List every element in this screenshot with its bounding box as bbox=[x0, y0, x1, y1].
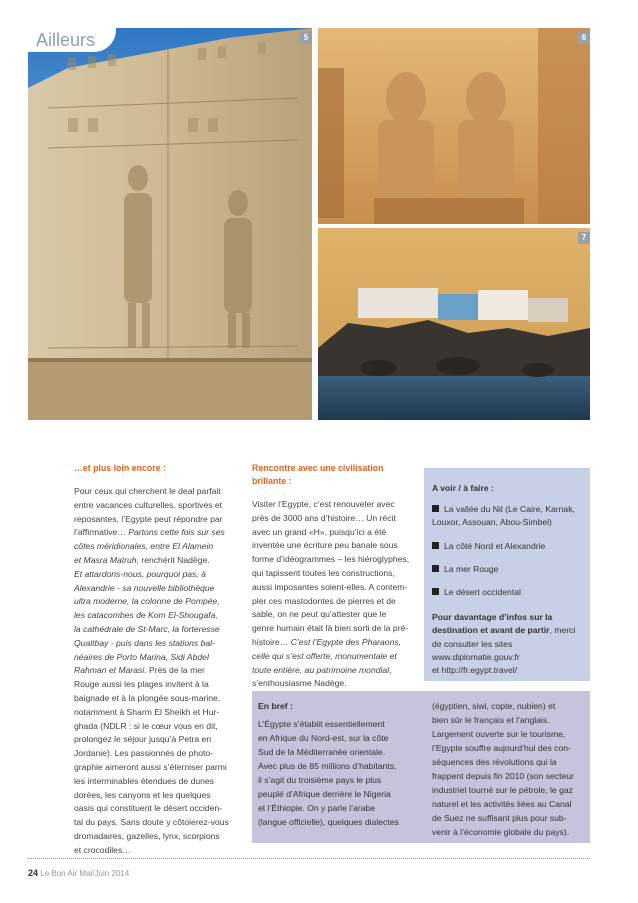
text-line: notamment à Sharm El Sheikh et Hur- bbox=[74, 706, 220, 717]
text-span: renchérit Nadège. bbox=[141, 554, 210, 565]
text-line bbox=[252, 636, 418, 650]
text-line: ultra moderne, la colonne de Pompée, bbox=[74, 596, 220, 607]
middle-column bbox=[252, 462, 418, 691]
text-line: Sud de la Méditerranée orientale. bbox=[258, 747, 386, 757]
text-line: de Suez ne suffisant plus pour sub- bbox=[432, 813, 567, 823]
text-line: et l’Éthiopie. On y parle l’arabe bbox=[258, 803, 376, 813]
list-item-label: La mer Rouge bbox=[444, 563, 499, 574]
italic-span: et Masra Matruh, bbox=[74, 554, 142, 565]
text-line: Rouge aussi les plages invitent à la bbox=[74, 679, 209, 690]
photo-abu-simbel bbox=[318, 28, 590, 224]
text-line: Jordanie). Les passionnés de photo- bbox=[74, 748, 214, 759]
info-box-en-bref bbox=[252, 691, 590, 843]
photo-number-badge: 6 bbox=[578, 32, 590, 44]
text-line: il s’agit du troisième pays le plus bbox=[258, 775, 382, 785]
text-line: côtes méridionales, entre El Alamein bbox=[74, 541, 214, 552]
text-line: baignade et à la plongée sous-marine, bbox=[74, 692, 221, 703]
text-span: Près de la mer bbox=[149, 665, 205, 676]
info-box-title: A voir / à faire : bbox=[432, 483, 494, 493]
text-line: oasis qui constituent le désert occiden- bbox=[74, 803, 223, 814]
text-line: frappent depuis fin 2010 (son secteur bbox=[432, 771, 574, 781]
text-line: Avec plus de 85 millions d’habitants, bbox=[258, 761, 397, 771]
photo-temple-relief bbox=[28, 28, 312, 420]
italic-span: C’est l’Egypte des Pharaons, bbox=[290, 636, 402, 647]
text-line: reposantes, l’Egypte peut répondre par bbox=[74, 513, 223, 524]
en-bref-col-1 bbox=[258, 699, 408, 829]
text-line: et crocodiles… bbox=[74, 844, 131, 855]
text-line: venir à l’économie globale du pays). bbox=[432, 827, 570, 837]
list-item-label: La vallée du Nil (Le Caire, Karnak, Louxor, Assouan, Abou-Simbel) bbox=[432, 504, 575, 528]
text-line: Quaitbay - puis dans les stations bal- bbox=[74, 637, 215, 648]
middle-heading: brillante : bbox=[252, 476, 292, 486]
text-line: près de 3000 ans d’histoire… Un récit bbox=[252, 512, 396, 523]
en-bref-col-2 bbox=[432, 699, 584, 839]
text-line: L’Égypte s’établit essentiellement bbox=[258, 719, 385, 729]
en-bref-title: En bref : bbox=[258, 701, 293, 711]
text-line: entre vacances culturelles, sportives et bbox=[74, 499, 223, 510]
text-line: avec un grand «H», puisqu’ici a été bbox=[252, 526, 387, 537]
list-item bbox=[432, 563, 584, 576]
square-bullet-icon bbox=[432, 565, 439, 572]
italic-span: Rahman et Marasi. bbox=[74, 665, 149, 676]
footer-divider bbox=[28, 858, 590, 859]
text-line: graphie aimeront aussi s’éterniser parmi bbox=[74, 761, 227, 772]
text-line: peuplé d’Afrique derrière le Nigeria bbox=[258, 789, 391, 799]
text-line: Alexandrie - sa nouvelle bibliothèque bbox=[74, 582, 215, 593]
italic-span: Partons cette fois sur ses bbox=[128, 527, 225, 538]
more-info-rest: , merci de consulter les sites bbox=[432, 625, 576, 649]
text-line: (langue officielle), quelques dialectes bbox=[258, 817, 399, 827]
text-line: bien sûr le français et l’anglais. bbox=[432, 715, 550, 725]
text-line: dromadaires, gazelles, lynx, scorpions bbox=[74, 830, 220, 841]
square-bullet-icon bbox=[432, 588, 439, 595]
section-tab bbox=[28, 28, 116, 52]
text-span: l’affirmative… bbox=[74, 527, 129, 538]
page-footer bbox=[28, 868, 129, 878]
text-line: celle qui s’est offerte, monumentale et bbox=[252, 650, 397, 661]
text-line: prolongez le séjour jusqu’à Petra en bbox=[74, 734, 212, 745]
middle-heading: Rencontre avec une civilisation bbox=[252, 463, 384, 473]
list-item bbox=[432, 503, 584, 529]
list-item-label: La côté Nord et Alexandrie bbox=[444, 540, 546, 551]
text-line bbox=[74, 554, 244, 568]
text-line: ghada (NDLR : si le cœur vous en dit, bbox=[74, 720, 218, 731]
list-item bbox=[432, 586, 584, 599]
photo-number-badge: 5 bbox=[300, 32, 312, 44]
text-line: sable, on ne peut qu’attester que le bbox=[252, 609, 387, 620]
text-line: forme d’idéogrammes – les hiéroglyphes, bbox=[252, 554, 410, 565]
square-bullet-icon bbox=[432, 542, 439, 549]
text-line: qui tapissent toutes les constructions, bbox=[252, 567, 395, 578]
text-span: , bbox=[389, 664, 392, 675]
text-line: en Afrique du Nord-est, sur la côte bbox=[258, 733, 389, 743]
text-line: Visiter l’Egypte, c’est renouveler avec bbox=[252, 499, 395, 509]
site-link[interactable]: www.diplomatie.gouv.fr bbox=[432, 651, 520, 662]
text-line: pler ces mastodontes de pierres et de bbox=[252, 595, 396, 606]
section-title: Ailleurs bbox=[36, 30, 96, 50]
text-line: l’Egypte souffre aujourd’hui des con- bbox=[432, 743, 571, 753]
text-line bbox=[74, 526, 244, 540]
text-line: dorées, les canyons et les quelques bbox=[74, 789, 211, 800]
text-line: s’enthousiasme Nadège. bbox=[252, 678, 347, 689]
info-box-a-voir bbox=[424, 468, 590, 681]
text-line: Et attardons-nous, pourquoi pas, à bbox=[74, 568, 206, 579]
text-line: industriel tourné sur le pétrole, le gaz bbox=[432, 785, 573, 795]
list-item bbox=[432, 540, 584, 553]
text-line: séquences des révolutions qui la bbox=[432, 757, 557, 767]
text-line: naturel et les activités liées au Canal bbox=[432, 799, 572, 809]
text-line: les catacombes de Kom El-Shougafa, bbox=[74, 610, 218, 621]
text-line: Largement ouverte sur le tourisme, bbox=[432, 729, 566, 739]
text-span: histoire… bbox=[252, 636, 291, 647]
text-line: (égyptien, siwi, copte, nubien) et bbox=[432, 701, 556, 711]
text-line bbox=[252, 664, 418, 678]
site-link[interactable]: et http://fr.egypt.travel/ bbox=[432, 665, 518, 676]
text-line: la cathédrale de St-Marc, la forteresse bbox=[74, 623, 220, 634]
text-line bbox=[74, 664, 244, 678]
more-info bbox=[432, 611, 584, 651]
left-heading: …et plus loin encore : bbox=[74, 463, 166, 473]
list-item-label: Le désert occidental bbox=[444, 587, 521, 598]
more-info-bold: Pour davantage d’infos sur la destination et avant de partir bbox=[432, 612, 553, 636]
square-bullet-icon bbox=[432, 505, 439, 512]
text-line: aussi imposantes soient-elles. A contem- bbox=[252, 581, 408, 592]
text-line: tal du pays. Sans doute y côtoierez-vous bbox=[74, 817, 229, 828]
text-line: genre humain était là bien sorti de la pré- bbox=[252, 623, 409, 634]
italic-span: toute entière, au patrimoine mondial bbox=[252, 664, 390, 675]
page-number: 24 bbox=[28, 868, 39, 878]
text-line: les interminables étendues de dunes bbox=[74, 775, 214, 786]
photo-number-badge: 7 bbox=[578, 232, 590, 244]
text-line: inventée une écriture peu banale sous bbox=[252, 540, 398, 551]
text-line: Pour ceux qui cherchent le deal parfait bbox=[74, 486, 221, 496]
text-line: néaires de Porto Marina, Sidi Abdel bbox=[74, 651, 209, 662]
left-column bbox=[74, 462, 244, 858]
photo-nile-village bbox=[318, 228, 590, 420]
publication-name: Le Bon Air Mai/Juin 2014 bbox=[40, 869, 130, 878]
